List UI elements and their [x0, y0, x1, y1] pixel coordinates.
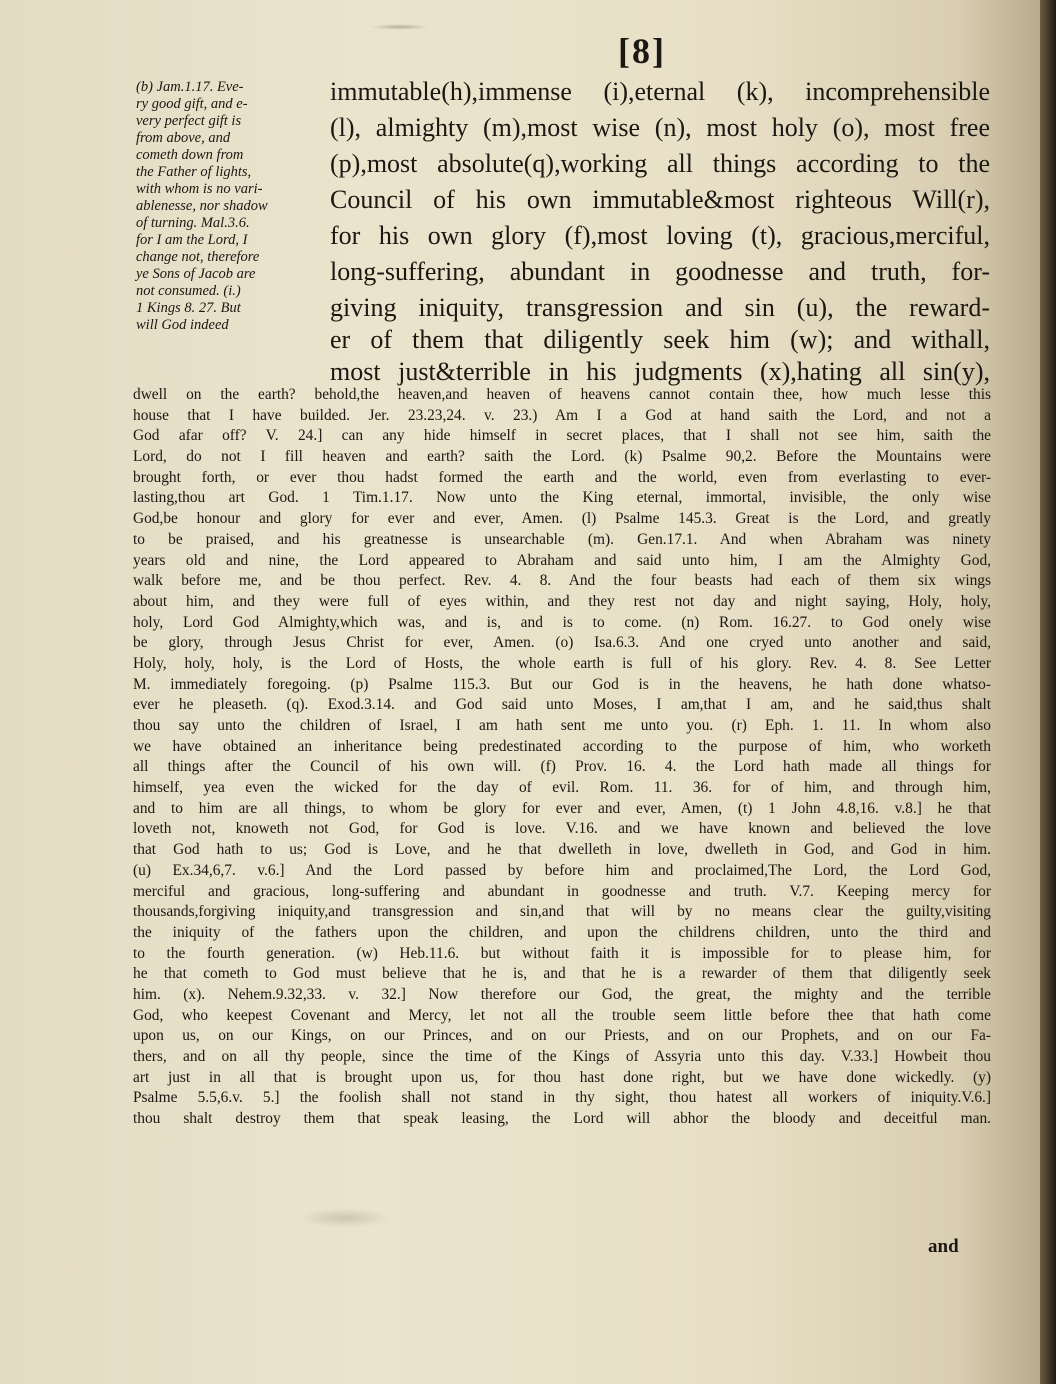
margin-note-line: of turning. Mal.3.6. [136, 215, 250, 231]
note-line: about him, and they were full of eyes within, and they rest not day and night saying, Holy, holy, [133, 592, 991, 610]
note-line: thou shalt destroy them that speak leasing, the Lord will abhor the bloody and deceitful man. [133, 1110, 991, 1128]
note-line: we have obtained an inheritance being predestinated according to the purpose of him, who worketh [133, 737, 991, 755]
main-text-line: (l), almighty (m),most wise (n), most holy (o), most free [330, 113, 990, 142]
text-row [0, 248, 1040, 284]
note-line: himself, yea even the wicked for the day of evil. Rom. 11. 36. for of him, and through him, [133, 779, 991, 797]
main-text-line: Council of his own immutable&most righteous Will(r), [330, 185, 990, 214]
note-line: thou say unto the children of Israel, I am hath sent me unto you. (r) Eph. 1. 11. In whom also [133, 717, 991, 734]
note-line: holy, Lord God Almighty,which was, and is, and is to come. (n) Rom. 16.27. to God onely wise [133, 613, 991, 631]
margin-note-line: not consumed. (i.) [136, 283, 241, 299]
note-line: lasting,thou art God. 1 Tim.1.17. Now unto the King eternal, immortal, invisible, the only wise [133, 489, 991, 507]
text-row [0, 282, 1040, 322]
note-line: to be praised, and his greatnesse is unsearchable (m). Gen.17.1. And when Abraham was ninety [133, 530, 991, 548]
note-line: art just in all that is brought upon us, for thou hast done right, but we have done wickedly. (y) [133, 1068, 991, 1086]
margin-note-line: (b) Jam.1.17. Eve- [136, 79, 244, 95]
main-text-line: for his own glory (f),most loving (t), gracious,merciful, [330, 221, 990, 250]
note-line: M. immediately foregoing. (p) Psalme 115.3. But our God is in the heavens, he hath done whatso- [133, 675, 991, 693]
catchword: and [928, 1236, 959, 1257]
note-line: Lord, do not I fill heaven and earth? saith the Lord. (k) Psalme 90,2. Before the Mountains were [133, 448, 991, 466]
note-line: the iniquity of the fathers upon the children, and upon the childrens children, unto the third and [133, 923, 991, 941]
note-line: to the fourth generation. (w) Heb.11.6. but without faith it is impossible for to please him, for [133, 944, 991, 962]
main-text-line: er of them that diligently seek him (w); and withall, [330, 325, 990, 354]
margin-note-line: very perfect gift is [136, 113, 242, 129]
margin-note-line: change not, therefore [136, 249, 260, 265]
book-spine-edge [1040, 0, 1056, 1384]
margin-note-line: ablenesse, nor shadow [136, 198, 268, 214]
note-line: loveth not, knoweth not God, for God is love. V.16. and we have known and believed the love [133, 820, 991, 838]
note-line: house that I have builded. Jer. 23.23,24. v. 23.) Am I a God at hand saith the Lord, and not a [133, 406, 991, 424]
note-line: be glory, through Jesus Christ for ever, Amen. (o) Isa.6.3. And one cryed unto another and said, [133, 634, 991, 652]
margin-note-line: the Father of lights, [136, 164, 252, 180]
margin-note-line: ye Sons of Jacob are [136, 266, 256, 282]
main-text-line: most just&terrible in his judgments (x),hating all sin(y), [330, 357, 990, 386]
text-row [0, 78, 1040, 114]
note-line: and to him are all things, to whom be glory for ever and ever, Amen, (t) 1 John 4.8,16. v.8.] he that [133, 799, 991, 817]
note-line: upon us, on our Kings, on our Princes, and on our Priests, and on our Prophets, and on our Fa- [133, 1027, 991, 1045]
margin-note-line: for I am the Lord, I [136, 232, 248, 248]
note-line: thers, and on all thy people, since the time of the Kings of Assyria unto this day. V.33.] Howbeit thou [133, 1048, 991, 1065]
text-row [0, 146, 1040, 182]
note-line: that God hath to us; God is Love, and he that dwelleth in love, dwelleth in God, and God in him. [133, 841, 991, 859]
margin-note-line: 1 Kings 8. 27. But [136, 300, 241, 316]
main-text-line: giving iniquity, transgression and sin (u), the reward- [330, 293, 990, 322]
note-line: all things after the Council of his own will. (f) Prov. 16. 4. the Lord hath made all things for [133, 758, 991, 776]
note-line: Holy, holy, holy, is the Lord of Hosts, the whole earth is full of his glory. Rev. 4. 8. See Letter [133, 654, 991, 672]
margin-note-line: cometh down from [136, 147, 244, 163]
text-row [0, 112, 1040, 148]
note-line: Psalme 5.5,6.v. 5.] the foolish shall not stand in thy sight, thou hatest all workers of iniquity.V.6.] [133, 1089, 991, 1107]
note-line: ever he pleaseth. (q). Exod.3.14. and God said unto Moses, I am,that I am, and he said,thus shalt [133, 696, 991, 714]
note-line: years old and nine, the Lord appeared to Abraham and said unto him, I am the Almighty God, [133, 551, 991, 569]
note-line: he that cometh to God must believe that he is, and that he is a rewarder of them that diligently seek [133, 965, 991, 983]
note-line: thousands,forgiving iniquity,and transgression and sin,and that will by no means clear the guilty,visiting [133, 903, 991, 921]
note-line: God, who keepest Covenant and Mercy, let not all the trouble seem little before thee that hath come [133, 1006, 991, 1024]
margin-note-line: with whom is no vari- [136, 181, 263, 197]
text-row [0, 350, 1040, 386]
main-text-line: long-suffering, abundant in goodnesse and truth, for- [330, 257, 990, 286]
margin-note-line: will God indeed [136, 317, 229, 333]
page-number: [8] [618, 31, 666, 71]
main-text-line: immutable(h),immense (i),eternal (k), incomprehensible [330, 77, 990, 106]
text-row [0, 180, 1040, 216]
text-row [0, 214, 1040, 250]
note-line: him. (x). Nehem.9.32,33. v. 32.] Now therefore our God, the great, the mighty and the terrible [133, 985, 991, 1003]
note-line: dwell on the earth? behold,the heaven,and heaven of heavens cannot contain thee, how much lesse this [133, 386, 991, 403]
note-line: God afar off? V. 24.] can any hide himself in secret places, that I shall not see him, saith the [133, 427, 991, 445]
margin-note-line: from above, and [136, 130, 231, 146]
note-line: God,be honour and glory for ever and ever, Amen. (l) Psalme 145.3. Great is the Lord, and greatly [133, 510, 991, 528]
note-line: brought forth, or ever thou hadst formed the earth and the world, even from everlasting to ever- [133, 468, 991, 486]
note-line: merciful and gracious, long-suffering and abundant in goodnesse and truth. V.7. Keeping mercy for [133, 882, 991, 900]
ink-smudge [300, 1208, 390, 1228]
ink-smudge [370, 24, 430, 30]
main-text-line: (p),most absolute(q),working all things according to the [330, 149, 990, 178]
margin-note-line: ry good gift, and e- [136, 96, 248, 112]
text-row [0, 316, 1040, 352]
scripture-notes [133, 385, 991, 1130]
note-line: walk before me, and be thou perfect. Rev. 4. 8. And the four beasts had each of them six wings [133, 572, 991, 590]
note-line: (u) Ex.34,6,7. v.6.] And the Lord passed by before him and proclaimed,The Lord, the Lord God, [133, 861, 991, 879]
